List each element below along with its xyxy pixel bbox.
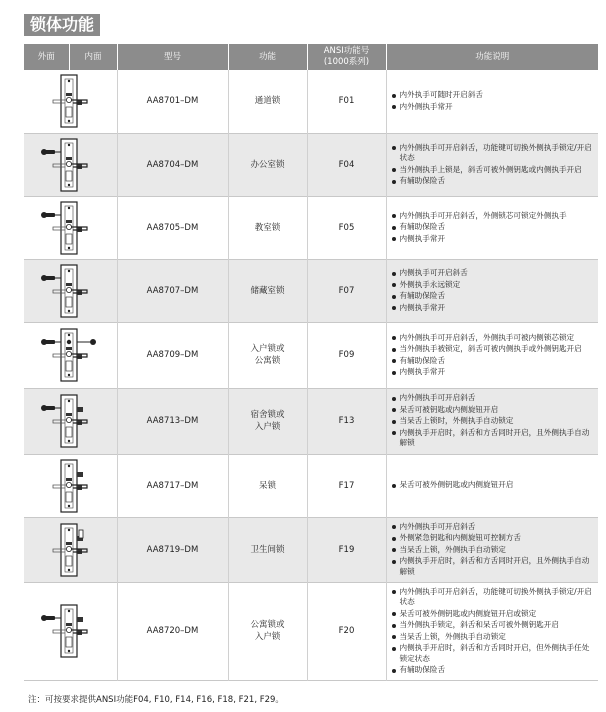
header-function: 功能 (228, 44, 307, 70)
header-model: 型号 (117, 44, 228, 70)
lock-illustration (24, 322, 117, 388)
lock-illustration (24, 582, 117, 680)
description-list (391, 90, 595, 112)
lock-diagram-icon (35, 263, 105, 319)
table-row (24, 582, 598, 680)
lock-illustration (24, 454, 117, 517)
description-cell (386, 322, 598, 388)
description-item: 内外侧执手可开启斜舌，功能键可切换外侧执手锁定/开启状态 (391, 587, 595, 608)
description-item: 内侧执手常开 (391, 234, 595, 245)
description-item: 当外侧执手被锁定，斜舌可被内侧执手或外侧钥匙开启 (391, 344, 595, 355)
description-list (391, 268, 595, 313)
function-name-line: 卫生间锁 (250, 544, 285, 555)
description-cell (386, 454, 598, 517)
description-cell (386, 517, 598, 582)
description-item: 有辅助保险舌 (391, 222, 595, 233)
lock-diagram-icon (35, 603, 105, 659)
description-item: 内外侧执手可开启斜舌 (391, 393, 595, 404)
description-item: 有辅助保险舌 (391, 176, 595, 187)
description-cell (386, 196, 598, 259)
description-item: 外侧紧急钥匙和内侧旋钮可控制方舌 (391, 533, 595, 544)
function-name-cell (228, 388, 307, 454)
function-name-cell (228, 517, 307, 582)
description-item: 内外侧执手可开启斜舌，功能键可切换外侧执手锁定/开启状态 (391, 143, 595, 164)
model-cell: AA8713–DM (117, 388, 228, 454)
description-cell (386, 388, 598, 454)
header-ansi-line2: (1000系列) (323, 57, 370, 67)
table-row (24, 259, 598, 322)
description-item: 当呆舌上锁，外侧执手自动锁定 (391, 632, 595, 643)
model-cell: AA8701–DM (117, 70, 228, 133)
description-item: 当外侧执手上锁是，斜舌可被外侧钥匙或内侧执手开启 (391, 165, 595, 176)
header-ansi-line1: ANSI功能号 (323, 46, 370, 56)
function-name-cell (228, 454, 307, 517)
description-item: 呆舌可被钥匙或内侧旋钮开启 (391, 405, 595, 416)
function-name-cell (228, 582, 307, 680)
page-title: 锁体功能 (24, 14, 100, 36)
ansi-code-cell: F04 (307, 133, 386, 196)
table-row (24, 388, 598, 454)
description-item: 内侧执手开启时，斜舌和方舌同时开启，但外侧执手任处锁定状态 (391, 643, 595, 664)
description-item: 有辅助保险舌 (391, 356, 595, 367)
lock-illustration (24, 133, 117, 196)
description-item: 内侧执手常开 (391, 303, 595, 314)
function-name-line: 通道锁 (254, 96, 281, 107)
function-name-cell (228, 322, 307, 388)
ansi-code-cell: F01 (307, 70, 386, 133)
model-cell: AA8720–DM (117, 582, 228, 680)
description-list (391, 393, 595, 449)
lock-illustration (24, 388, 117, 454)
model-cell: AA8705–DM (117, 196, 228, 259)
table-row (24, 196, 598, 259)
description-cell (386, 582, 598, 680)
table-row (24, 133, 598, 196)
function-name-cell (228, 70, 307, 133)
table-row (24, 517, 598, 582)
function-name-line: 储藏室锁 (250, 285, 285, 296)
function-name-cell (228, 196, 307, 259)
function-name-cell (228, 259, 307, 322)
description-list (391, 143, 595, 187)
model-cell: AA8709–DM (117, 322, 228, 388)
description-cell (386, 70, 598, 133)
lock-illustration (24, 196, 117, 259)
model-cell: AA8704–DM (117, 133, 228, 196)
description-list (391, 480, 595, 491)
lock-illustration (24, 259, 117, 322)
function-name-line: 呆锁 (258, 480, 276, 491)
description-list (391, 587, 595, 676)
lock-function-table (24, 44, 598, 681)
table-row (24, 454, 598, 517)
ansi-code-cell: F05 (307, 196, 386, 259)
lock-diagram-icon (35, 327, 105, 383)
description-item: 内外侧执手可开启斜舌，外侧锁芯可锁定外侧执手 (391, 211, 595, 222)
header-interior: 内面 (69, 44, 117, 70)
model-cell: AA8717–DM (117, 454, 228, 517)
description-item: 呆舌可被外侧钥匙或内侧旋钮开启 (391, 480, 595, 491)
lock-diagram-icon (35, 73, 105, 129)
description-item: 内外侧执手可开启斜舌 (391, 522, 595, 533)
table-body (24, 70, 598, 680)
function-name-line: 公寓锁 (254, 356, 281, 366)
ansi-code-cell: F13 (307, 388, 386, 454)
description-list (391, 333, 595, 378)
description-list (391, 522, 595, 578)
model-cell: AA8707–DM (117, 259, 228, 322)
ansi-code-cell: F07 (307, 259, 386, 322)
function-name-cell (228, 133, 307, 196)
lock-diagram-icon (35, 393, 105, 449)
function-name-line: 入户锁 (254, 632, 281, 642)
table-row (24, 70, 598, 133)
description-list (391, 211, 595, 245)
function-name-line: 入户锁或 (250, 344, 285, 354)
description-item: 内侧执手可开启斜舌 (391, 268, 595, 279)
lock-illustration (24, 517, 117, 582)
function-name-line: 入户锁 (254, 422, 281, 432)
footnote: 注：可按要求提供ANSI功能F04, F10, F14, F16, F18, F21, F29。 (28, 695, 284, 705)
description-item: 内外侧执手可开启斜舌，外侧执手可被内侧锁芯锁定 (391, 333, 595, 344)
function-name-line: 办公室锁 (250, 159, 285, 170)
ansi-code-cell: F19 (307, 517, 386, 582)
ansi-code-cell: F20 (307, 582, 386, 680)
model-cell: AA8719–DM (117, 517, 228, 582)
table-row (24, 322, 598, 388)
function-name-line: 公寓锁或 (250, 620, 285, 630)
description-cell (386, 133, 598, 196)
ansi-code-cell: F17 (307, 454, 386, 517)
description-item: 内侧执手开启时，斜舌和方舌同时开启，且外侧执手自动解锁 (391, 428, 595, 449)
ansi-code-cell: F09 (307, 322, 386, 388)
description-item: 有辅助保险舌 (391, 665, 595, 676)
lock-illustration (24, 70, 117, 133)
description-item: 内侧执手开启时，斜舌和方舌同时开启，且外侧执手自动解锁 (391, 556, 595, 577)
description-item: 内侧执手常开 (391, 367, 595, 378)
description-item: 呆舌可被外侧钥匙或内侧旋钮开启或锁定 (391, 609, 595, 620)
description-item: 当外侧执手锁定，斜舌和呆舌可被外侧钥匙开启 (391, 620, 595, 631)
description-cell (386, 259, 598, 322)
description-item: 当呆舌上锁时，外侧执手自动锁定 (391, 416, 595, 427)
lock-diagram-icon (35, 200, 105, 256)
description-item: 外侧执手永远锁定 (391, 280, 595, 291)
lock-diagram-icon (35, 522, 105, 578)
header-ansi (307, 44, 386, 70)
description-item: 内外侧执手常开 (391, 102, 595, 113)
lock-diagram-icon (35, 458, 105, 514)
function-name-line: 教室锁 (254, 222, 281, 233)
header-description: 功能说明 (386, 44, 598, 70)
description-item: 有辅助保险舌 (391, 291, 595, 302)
description-item: 当呆舌上锁，外侧执手自动锁定 (391, 545, 595, 556)
table-header-row (24, 44, 598, 70)
description-item: 内外执手可随时开启斜舌 (391, 90, 595, 101)
function-name-line: 宿舍锁或 (250, 410, 285, 420)
lock-diagram-icon (35, 137, 105, 193)
header-exterior: 外面 (24, 44, 69, 70)
